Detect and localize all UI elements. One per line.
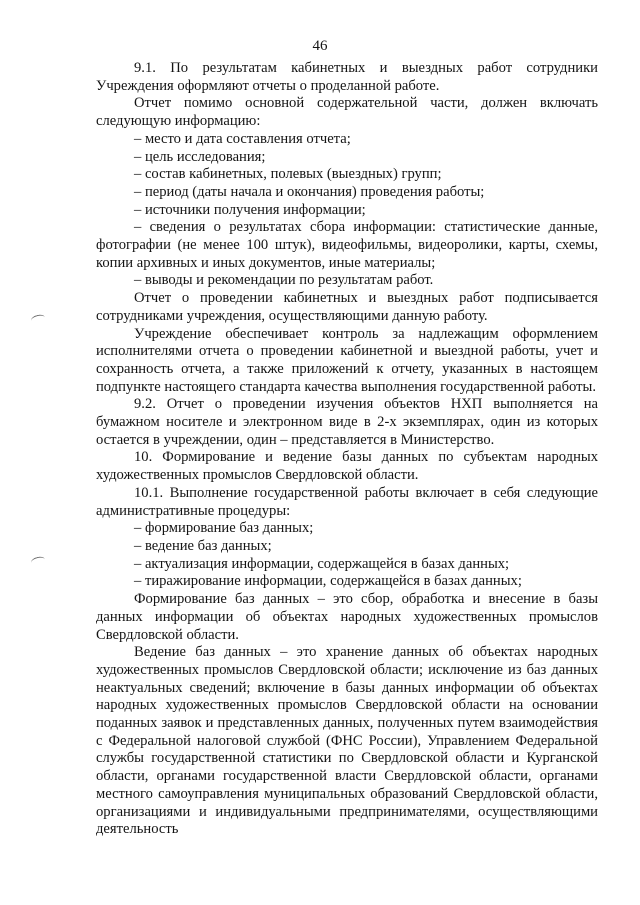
list-item: – место и дата составления отчета; xyxy=(134,130,351,147)
list-item: – период (даты начала и окончания) проведения работы; xyxy=(134,183,485,200)
paragraph-report-control: Учреждение обеспечивает контроль за надлежащим оформлением исполнителями отчета о проведении кабинетной и выездной работы, учет и сохранность отчета, а также приложений к отчету, указанных в настоящем подпункте настоящего стандарта качества выполнения государственной работы. xyxy=(96,325,598,395)
paragraph-10-1: 10.1. Выполнение государственной работы включает в себя следующие административные процедуры: xyxy=(96,484,598,519)
list-item: – ведение баз данных; xyxy=(134,537,272,554)
list-item: – источники получения информации; xyxy=(134,201,366,218)
list-item: – тиражирование информации, содержащейся в базах данных; xyxy=(134,573,522,590)
document-body xyxy=(96,60,598,839)
list-item: – сведения о результатах сбора информации: статистические данные, фотографии (не менее 100 штук), видеофильмы, видеоролики, карты, схемы, копии архивных и иных документов, иные материалы; xyxy=(96,219,598,271)
margin-pencil-mark xyxy=(30,555,46,566)
page-number: 46 xyxy=(312,38,328,54)
section-heading-10: 10. Формирование и ведение базы данных по субъектам народных художественных промыслов Свердловской области. xyxy=(96,449,598,484)
paragraph-report-contents: Отчет помимо основной содержательной части, должен включать следующую информацию: xyxy=(96,95,598,130)
list-item: – формирование баз данных; xyxy=(134,520,314,537)
list-item: – состав кабинетных, полевых (выездных) групп; xyxy=(134,166,442,183)
paragraph-9-2: 9.2. Отчет о проведении изучения объектов НХП выполняется на бумажном носителе и электронном виде в 2-х экземплярах, один из которых остается в учреждении, один – представляется в Министерство. xyxy=(96,396,598,448)
list-item: – выводы и рекомендации по результатам работ. xyxy=(134,272,434,289)
paragraph-report-signing: Отчет о проведении кабинетных и выездных работ подписывается сотрудниками учреждения, осуществляющими данную работу. xyxy=(96,290,598,324)
margin-pencil-mark xyxy=(30,313,46,324)
paragraph-db-maintenance: Ведение баз данных – это хранение данных об объектах народных художественных промыслов Свердловской области; исключение из баз данных неактуальных сведений; включение в базы данных информации об объектах народных художественных промыслов Свердловской области на основании поданных заявок и представленных данных, полученных путем взаимодействия с Федеральной налоговой службой (ФНС России), Управлением Федеральной службы государственной статистики по Свердловской области и Курганской области, органами государственной власти Свердловской области, органами местного самоуправления муниципальных образований Свердловской области, организациями и индивидуальными предпринимателями, осуществляющими деятельность xyxy=(96,644,598,838)
paragraph-db-formation: Формирование баз данных – это сбор, обработка и внесение в базы данных информации об объектах народных художественных промыслов Свердловской области. xyxy=(96,591,598,643)
list-item: – актуализация информации, содержащейся в базах данных; xyxy=(134,555,510,572)
list-item: – цель исследования; xyxy=(134,148,266,165)
paragraph-9-1: 9.1. По результатам кабинетных и выездных работ сотрудники Учреждения оформляют отчеты о проделанной работе. xyxy=(96,60,598,94)
